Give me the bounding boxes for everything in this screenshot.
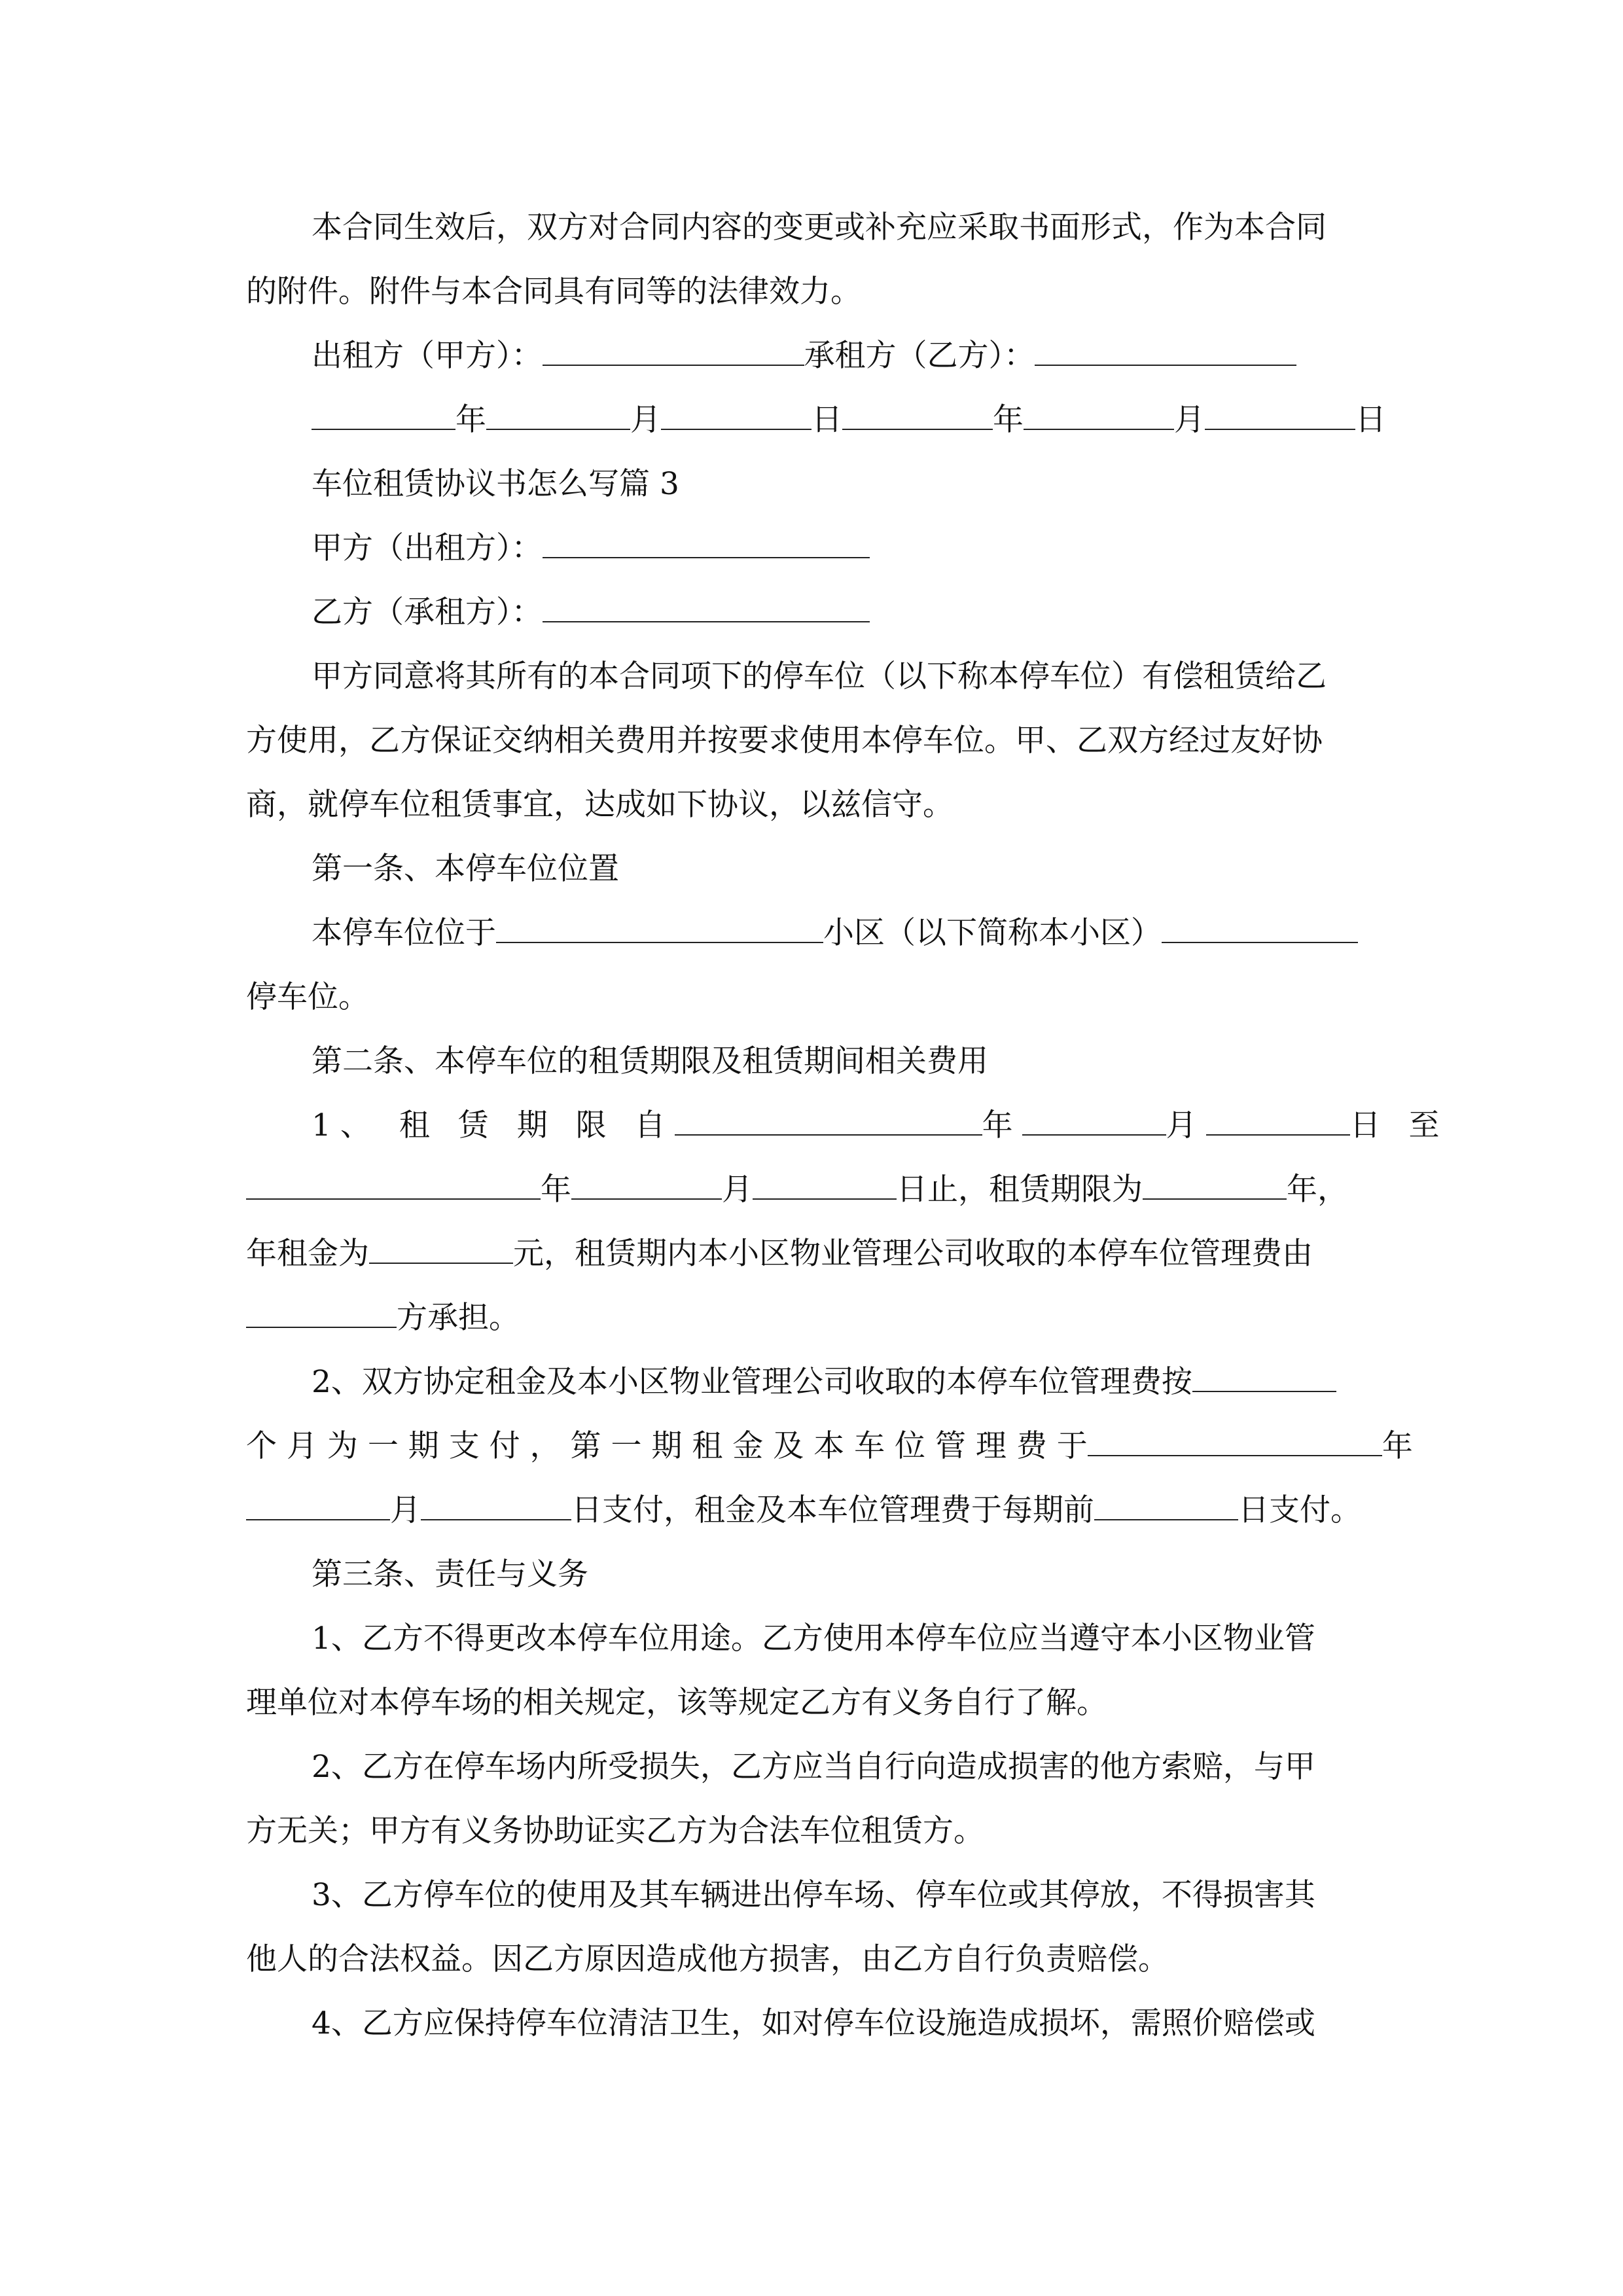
date-blank[interactable] <box>842 400 993 430</box>
lease-term-blank[interactable] <box>1143 1170 1287 1200</box>
article-3-item-1-line-1: 1、乙方不得更改本停车位用途。乙方使用本停车位应当遵守本小区物业管 <box>312 1621 1315 1657</box>
date-blank[interactable] <box>1205 400 1355 430</box>
clause-2-2-line-1: 2、双方协定租金及本小区物业管理公司收取的本停车位管理费按 <box>312 1359 1378 1405</box>
article-1-location-row: 本停车位位于 小区（以下简称本小区） <box>312 910 1378 956</box>
article-3-item-4-line-1: 4、乙方应保持停车位清洁卫生，如对停车位设施造成损坏，需照价赔偿或 <box>312 2005 1315 2041</box>
article-3-item-1-line-2: 理单位对本停车场的相关规定，该等规定乙方有义务自行了解。 <box>246 1685 1107 1721</box>
date-blank[interactable] <box>661 400 812 430</box>
article-3-item-3-line-2: 他人的合法权益。因乙方原因造成他方损害，由乙方自行负责赔偿。 <box>246 1941 1169 1977</box>
clause-2-1-line-2: 年 月 日止，租赁期限为 年， <box>246 1167 1378 1213</box>
intro-line-1: 甲方同意将其所有的本合同项下的停车位（以下称本停车位）有偿租赁给乙 <box>312 658 1327 694</box>
article-3-item-2-line-1: 2、乙方在停车场内所受损失，乙方应当自行向造成损害的他方索赔，与甲 <box>312 1749 1315 1785</box>
clause-2-1-line-3: 年租金为 元，租赁期内本小区物业管理公司收取的本停车位管理费由 <box>246 1231 1378 1277</box>
signature-row <box>312 333 1378 379</box>
start-day-blank[interactable] <box>1206 1105 1350 1136</box>
clause-2-1-line-1: 1、 租 赁 期 限 自 年 月 日 至 <box>312 1103 1378 1149</box>
party-b-row <box>312 590 1378 636</box>
article-1-end: 停车位。 <box>246 979 369 1015</box>
addendum-line-1: 本合同生效后，双方对合同内容的变更或补充应采取书面形式，作为本合同 <box>312 209 1327 245</box>
start-month-blank[interactable] <box>1022 1105 1166 1136</box>
section-title: 车位租赁协议书怎么写篇 3 <box>312 466 679 502</box>
clause-2-2-line-2: 个 月 为 一 期 支 付 ， 第 一 期 租 金 及 本 车 位 管 理 费 于 年 <box>246 1424 1378 1469</box>
lessor-blank[interactable] <box>543 336 804 366</box>
spot-number-blank[interactable] <box>1162 913 1358 943</box>
date-blank[interactable] <box>486 400 630 430</box>
party-a-label: 甲方（出租方）： <box>312 530 543 566</box>
party-b-blank[interactable] <box>543 592 870 622</box>
end-month-blank[interactable] <box>571 1170 722 1200</box>
addendum-line-2: 的附件。附件与本合同具有同等的法律效力。 <box>246 274 861 310</box>
lessee-blank[interactable] <box>1035 336 1296 366</box>
date-row: 年 月 日 年 月 日 <box>312 397 1378 443</box>
article-3-title: 第三条、责任与义务 <box>312 1556 588 1592</box>
first-payment-day-blank[interactable] <box>421 1490 571 1520</box>
clause-2-1-line-4: 方承担。 <box>246 1295 1378 1341</box>
date-blank[interactable] <box>312 400 455 430</box>
fee-bearer-blank[interactable] <box>246 1298 397 1328</box>
end-day-blank[interactable] <box>753 1170 897 1200</box>
first-payment-month-blank[interactable] <box>246 1490 390 1520</box>
date-blank[interactable] <box>1024 400 1174 430</box>
party-a-blank[interactable] <box>543 528 870 558</box>
payment-period-blank[interactable] <box>1192 1362 1336 1392</box>
end-year-blank[interactable] <box>246 1170 541 1200</box>
intro-line-3: 商，就停车位租赁事宜，达成如下协议，以兹信守。 <box>246 787 954 823</box>
party-b-label: 乙方（承租方）： <box>312 594 543 630</box>
article-2-title: 第二条、本停车位的租赁期限及租赁期间相关费用 <box>312 1043 988 1079</box>
article-3-item-2-line-2: 方无关；甲方有义务协助证实乙方为合法车位租赁方。 <box>246 1813 984 1849</box>
article-1-title: 第一条、本停车位位置 <box>312 851 619 887</box>
community-blank[interactable] <box>496 913 823 943</box>
lessee-label: 承租方（乙方）： <box>804 338 1035 374</box>
lessor-label: 出租方（甲方）： <box>312 338 543 374</box>
first-payment-year-blank[interactable] <box>1088 1426 1382 1456</box>
days-before-blank[interactable] <box>1094 1490 1238 1520</box>
article-3-item-3-line-1: 3、乙方停车位的使用及其车辆进出停车场、停车位或其停放，不得损害其 <box>312 1877 1315 1913</box>
annual-rent-blank[interactable] <box>369 1234 513 1264</box>
party-a-row <box>312 526 1378 571</box>
intro-line-2: 方使用，乙方保证交纳相关费用并按要求使用本停车位。甲、乙双方经过友好协 <box>246 723 1323 759</box>
clause-2-2-line-3: 月 日支付，租金及本车位管理费于每期前 日支付。 <box>246 1488 1378 1534</box>
start-year-blank[interactable] <box>675 1105 982 1136</box>
